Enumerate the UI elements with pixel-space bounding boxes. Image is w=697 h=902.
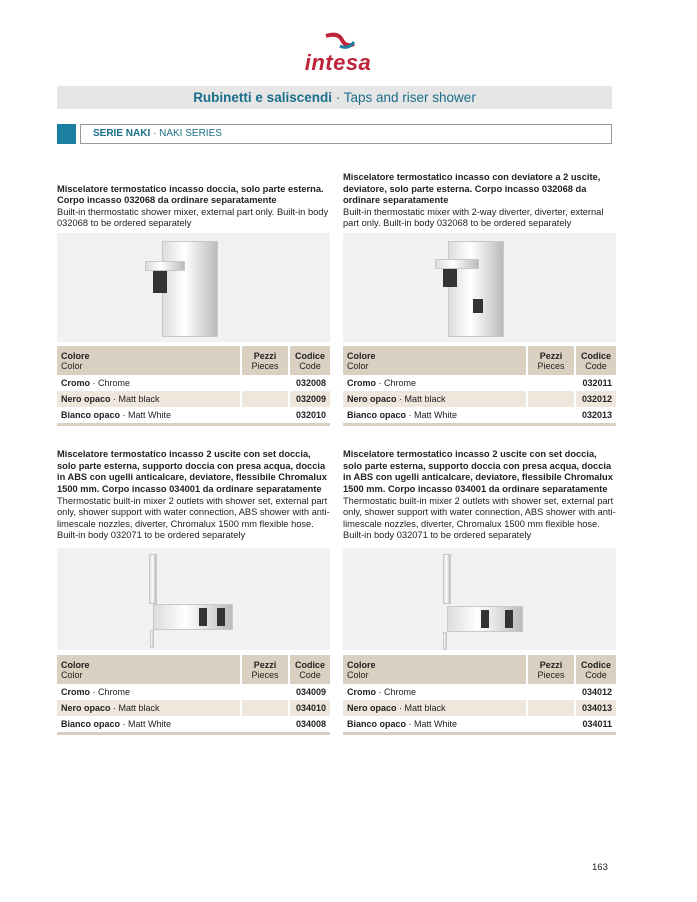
header-pieces-en: Pieces [251,361,279,371]
header-code-it: Codice [294,351,325,361]
product-title-it: Miscelatore termostatico incasso con deviatore a 2 uscite, deviatore, solo parte esterna. Corpo incasso 032068 da ordinare separatamente [343,172,601,206]
pieces-cell [526,700,574,716]
product-description [57,150,330,230]
header-color-en: Color [61,670,83,680]
color-it: Bianco opaco [61,410,121,420]
header-pieces-it: Pezzi [253,351,277,361]
product-description [57,436,330,542]
pieces-cell [526,391,574,407]
color-en: Matt black [404,394,446,404]
header-pieces-en: Pieces [537,361,565,371]
color-en: Matt White [128,410,172,420]
product-title-it: Miscelatore termostatico incasso 2 uscite con set doccia, solo parte esterna, supporto doccia con presa acqua, doccia in ABS con ugelli anticalcare, deviatore, flessibile Chromalux 1500 mm. Corpo incasso 034001 da ordinare separatamente [343,449,613,495]
product-code-table [343,346,616,426]
color-it: Cromo [347,378,376,388]
header-pieces-it: Pezzi [539,660,563,670]
separator: · [331,90,344,105]
color-en: Chrome [384,378,417,388]
header-pieces-it: Pezzi [253,660,277,670]
product-desc-en: Built-in thermostatic mixer with 2-way diverter, diverter, external part only. Built-in body 032068 to be ordered separately [343,206,604,229]
color-en: Matt White [414,719,458,729]
header-color-it: Colore [61,351,90,361]
pieces-cell [526,375,574,391]
product-code-table [57,655,330,735]
series-it: SERIE NAKI [93,128,151,139]
product-code-table [343,655,616,735]
table-row: Bianco opaco · Matt White 032010 [57,407,330,423]
table-row: Nero opaco · Matt black 032009 [57,391,330,407]
code-cell: 032012 [574,391,616,407]
page-number: 163 [592,862,608,873]
intesa-logo [298,32,378,80]
product-code-table [57,346,330,426]
color-en: Chrome [98,687,131,697]
code-cell: 034009 [288,684,330,700]
color-it: Bianco opaco [347,410,407,420]
pieces-cell [240,716,288,732]
color-it: Cromo [347,687,376,697]
code-cell: 034008 [288,716,330,732]
table-bottom-rule [343,732,616,735]
table-header [343,655,616,684]
category-it: Rubinetti e saliscendi [193,90,332,105]
product-desc-en: Built-in thermostatic shower mixer, external part only. Built-in body 032068 to be ordered separately [57,206,329,229]
pieces-cell [240,375,288,391]
color-en: Matt White [414,410,458,420]
product-description [343,150,616,230]
pieces-cell [240,684,288,700]
series-title: SERIE NAKI · NAKI SERIES [80,124,612,144]
product-image [57,233,330,342]
header-code-en: Code [299,361,321,371]
code-cell: 034011 [574,716,616,732]
table-row: Bianco opaco · Matt White 034011 [343,716,616,732]
color-en: Matt black [118,703,160,713]
pieces-cell [240,407,288,423]
pieces-cell [526,716,574,732]
color-it: Bianco opaco [347,719,407,729]
table-header [57,346,330,375]
color-it: Cromo [61,687,90,697]
pieces-cell [526,684,574,700]
header-color-en: Color [61,361,83,371]
table-bottom-rule [57,423,330,426]
code-cell: 032010 [288,407,330,423]
header-color-en: Color [347,361,369,371]
header-color-it: Colore [347,660,376,670]
header-color-en: Color [347,670,369,680]
header-code-en: Code [299,670,321,680]
color-it: Nero opaco [61,394,111,404]
header-pieces-it: Pezzi [539,351,563,361]
product-description [343,436,616,542]
series-marker [57,124,76,144]
product-title-it: Miscelatore termostatico incasso 2 uscite con set doccia, solo parte esterna, supporto doccia con presa acqua, doccia in ABS con ugelli anticalcare, deviatore, flessibile Chromalux 1500 mm. Corpo incasso 034001 da ordinare separatamente [57,449,327,495]
series-header [57,124,612,144]
logo-text: intesa [304,50,372,75]
table-bottom-rule [57,732,330,735]
color-it: Nero opaco [347,394,397,404]
header-pieces-en: Pieces [537,670,565,680]
product-desc-en: Thermostatic built-in mixer 2 outlets with shower set, external part only, shower support with water connection, ABS shower with anti-limescale nozzles, diverter, Chromalux 1500 mm flexible hose. Built-in body 032071 to be ordered separately [57,495,330,541]
color-en: Matt White [128,719,172,729]
product-image [57,548,330,650]
header-color-it: Colore [61,660,90,670]
table-row: Nero opaco · Matt black 034010 [57,700,330,716]
header-color-it: Colore [347,351,376,361]
table-row: Nero opaco · Matt black 032012 [343,391,616,407]
color-en: Matt black [404,703,446,713]
table-row: Cromo · Chrome 034009 [57,684,330,700]
header-code-it: Codice [580,660,611,670]
code-cell: 034013 [574,700,616,716]
table-row: Nero opaco · Matt black 034013 [343,700,616,716]
series-en: NAKI SERIES [159,128,222,139]
category-en: Taps and riser shower [343,90,476,105]
color-en: Chrome [384,687,417,697]
table-header [343,346,616,375]
code-cell: 034010 [288,700,330,716]
pieces-cell [240,700,288,716]
color-it: Nero opaco [61,703,111,713]
header-code-it: Codice [580,351,611,361]
color-it: Cromo [61,378,90,388]
table-row: Cromo · Chrome 032008 [57,375,330,391]
table-header [57,655,330,684]
product-image [343,548,616,650]
color-it: Nero opaco [347,703,397,713]
table-row: Bianco opaco · Matt White 034008 [57,716,330,732]
color-it: Bianco opaco [61,719,121,729]
product-title-it: Miscelatore termostatico incasso doccia, solo parte esterna. Corpo incasso 032068 da ordinare separatamente [57,183,324,206]
pieces-cell [526,407,574,423]
table-row: Cromo · Chrome 034012 [343,684,616,700]
table-bottom-rule [343,423,616,426]
table-row: Bianco opaco · Matt White 032013 [343,407,616,423]
code-cell: 034012 [574,684,616,700]
code-cell: 032008 [288,375,330,391]
logo-wave-icon [318,32,358,52]
header-code-it: Codice [294,660,325,670]
header-code-en: Code [585,670,607,680]
code-cell: 032013 [574,407,616,423]
color-en: Matt black [118,394,160,404]
header-pieces-en: Pieces [251,670,279,680]
pieces-cell [240,391,288,407]
code-cell: 032011 [574,375,616,391]
table-row: Cromo · Chrome 032011 [343,375,616,391]
color-en: Chrome [98,378,131,388]
code-cell: 032009 [288,391,330,407]
product-desc-en: Thermostatic built-in mixer 2 outlets with shower set, external part only, shower support with water connection, ABS shower with anti-limescale nozzles, diverter, Chromalux 1500 mm flexible hose. Built-in body 032071 to be ordered separately [343,495,616,541]
category-header [57,86,612,109]
header-code-en: Code [585,361,607,371]
product-image [343,233,616,342]
